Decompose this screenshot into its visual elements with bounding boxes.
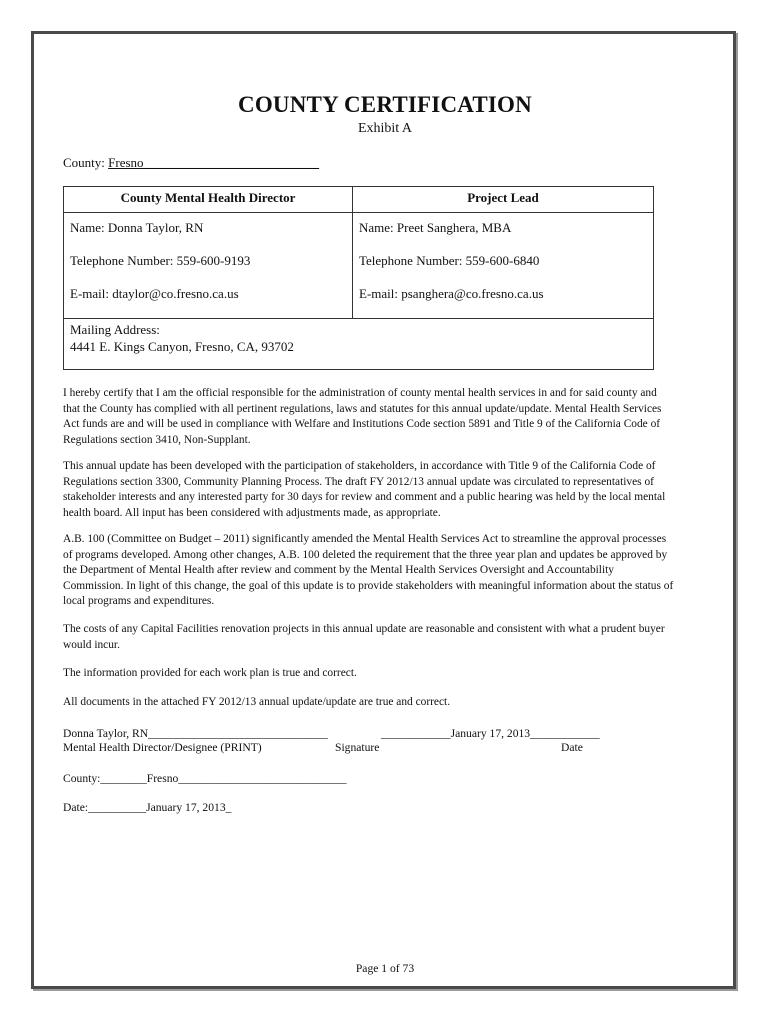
project-lead-cell — [353, 213, 654, 319]
county-label: County: — [63, 155, 105, 170]
page-number: Page 1 of 73 — [355, 962, 415, 975]
director-name: Name: Donna Taylor, RN — [70, 220, 204, 235]
capital-facilities-paragraph: The costs of any Capital Facilities renovation projects in this annual update are reasonable and consistent with what a prudent buyer would incur. — [63, 623, 665, 651]
director-email: E-mail: dtaylor@co.fresno.ca.us — [70, 286, 239, 301]
date-line: ____________January 17, 2013____________ — [381, 727, 600, 740]
contact-table — [63, 186, 654, 370]
stakeholder-paragraph: This annual update has been developed with the participation of stakeholders, in accordance with Title 9 of the California Code of Regulations section 3300, Community Planning Process. The draft FY 2012/13 annual update was circulated to representatives of stakeholder interests and any interested party for 30 days for review and comment and a public hearing was held by the local mental health board. All input has been considered with adjustments made, as appropriate. — [63, 460, 666, 519]
signature-captions — [63, 741, 643, 754]
county-sig-label: County: — [63, 772, 101, 785]
county-blank: ___________________________ — [143, 155, 320, 170]
project-lead-header: Project Lead — [353, 187, 654, 213]
mailing-address: 4441 E. Kings Canyon, Fresno, CA, 93702 — [70, 339, 294, 354]
date-signature-row — [63, 801, 643, 814]
print-caption: Mental Health Director/Designee (PRINT) — [63, 741, 262, 754]
lead-name: Name: Preet Sanghera, MBA — [359, 220, 512, 235]
ab100-paragraph: A.B. 100 (Committee on Budget – 2011) significantly amended the Mental Health Services Act to streamline the approval processes of programs developed. Among other changes, A.B. 100 deleted the requirement that the three year plan and updates be approved by the Department of Mental Health after review and comment by the Mental Health Services Oversight and Accountability Commission. In light of this change, the goal of this update is to provide stakeholders with meaningful information about the status of local programs and expenditures. — [63, 533, 674, 608]
document-title: COUNTY CERTIFICATION — [238, 92, 532, 117]
date-caption: Date — [561, 741, 583, 754]
county-sig-value: ________Fresno_____________________________ — [100, 772, 347, 785]
date-sig-value: __________January 17, 2013_ — [88, 801, 232, 814]
certification-paragraph: I hereby certify that I am the official responsible for the administration of county mental health services in and for said county and that the County has complied with all pertinent regulations, laws and statutes for this annual update/update. Mental Health Services Act funds are and will be used in compliance with Welfare and Institutions Code section 5891 and Title 9 of the California Code of Regulations section 3410, Non-Supplant. — [63, 387, 662, 446]
documents-paragraph: All documents in the attached FY 2012/13 annual update/update are true and correct. — [63, 696, 451, 708]
director-phone: Telephone Number: 559-600-9193 — [70, 253, 251, 268]
mailing-label: Mailing Address: — [70, 322, 160, 337]
lead-email: E-mail: psanghera@co.fresno.ca.us — [359, 286, 544, 301]
signature-caption: Signature — [335, 741, 380, 754]
signature-lines — [63, 727, 643, 740]
document-subtitle: Exhibit A — [357, 121, 413, 136]
county-line — [63, 155, 319, 171]
director-name-line: Donna Taylor, RN_______________________________ — [63, 727, 328, 740]
mailing-address-cell — [64, 319, 654, 370]
director-cell — [64, 213, 353, 319]
lead-phone: Telephone Number: 559-600-6840 — [359, 253, 540, 268]
work-plan-paragraph: The information provided for each work plan is true and correct. — [63, 667, 357, 679]
county-signature-row — [63, 772, 643, 785]
county-value: Fresno — [108, 155, 144, 170]
director-header: County Mental Health Director — [64, 187, 353, 213]
date-sig-label: Date: — [63, 801, 89, 814]
